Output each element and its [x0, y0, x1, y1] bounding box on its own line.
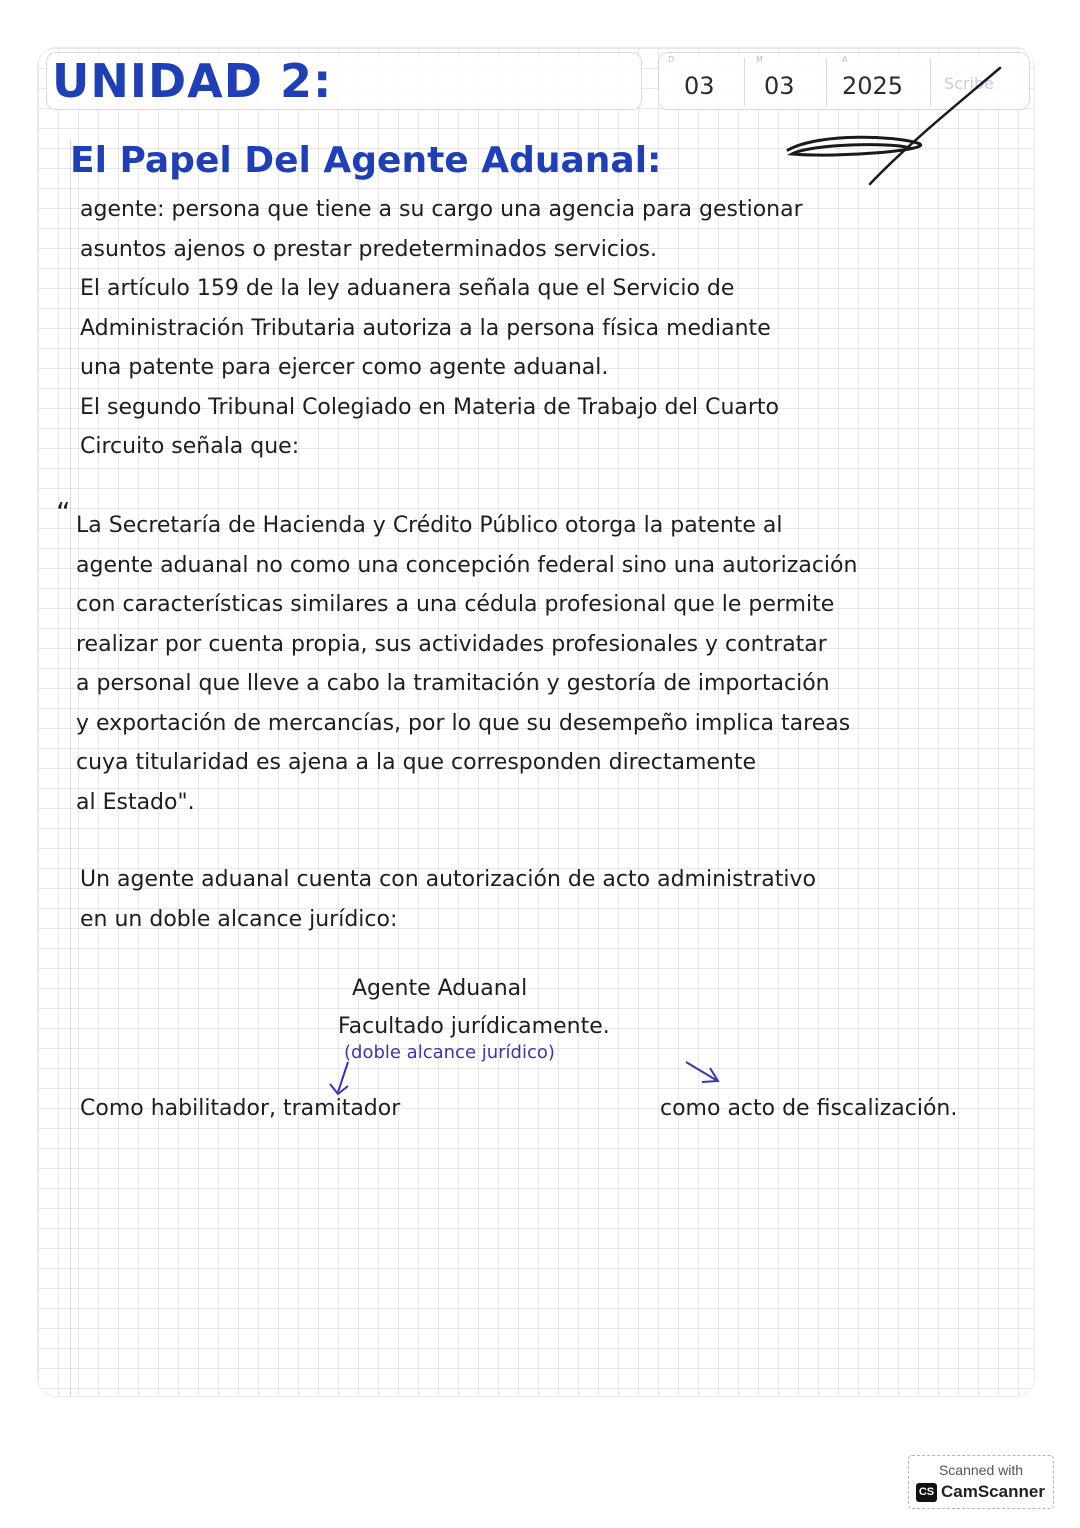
date-month: 03 — [764, 72, 795, 100]
margin-line — [70, 140, 71, 1396]
unit-title: UNIDAD 2: — [52, 54, 333, 108]
date-tag-year: A — [842, 55, 848, 64]
diagram-center-line2: (doble alcance jurídico) — [344, 1042, 555, 1063]
date-tag-month: M — [756, 55, 763, 64]
section-heading: El Papel Del Agente Aduanal: — [70, 140, 662, 181]
signature-scribble — [780, 62, 1010, 192]
paragraph-definition: agente: persona que tiene a su cargo una agencia para gestionar asuntos ajenos o prestar predeterminados servicios. El artículo 159 de la ley aduanera señala que el Servicio de Administración Tributaria autoriza a la persona física mediante una patente para ejercer como agente aduanal. El segundo Tribunal Colegiado en Materia de Trabajo del Cuarto Circuito señala que: — [80, 197, 803, 459]
quote-mark: “ — [56, 496, 71, 529]
diagram-center-line1: Facultado jurídicamente. — [338, 1014, 610, 1039]
paragraph-quote: La Secretaría de Hacienda y Crédito Público otorga la patente al agente aduanal no como una concepción federal sino una autorización con características similares a una cédula profesional que le permite realizar por cuenta propia, sus actividades profesionales y contratar a personal que lleve a cabo la tramitación y gestoría de importación y exportación de mercancías, por lo que su desempeño implica tareas cuya titularidad es ajena a la que corresponden directamente al Estado". — [76, 513, 858, 815]
date-day: 03 — [684, 72, 715, 100]
diagram-right-branch: como acto de fiscalización. — [660, 1096, 958, 1121]
scanner-badge-caption: Scanned with — [938, 1462, 1024, 1478]
scanner-badge — [908, 1455, 1054, 1509]
date-year: 2025 — [842, 72, 904, 100]
date-divider — [744, 58, 745, 106]
paragraph-authorization: Un agente aduanal cuenta con autorización de acto administrativo en un doble alcance jurídico: — [80, 867, 816, 932]
scanner-badge-brand: CamScanner — [941, 1482, 1045, 1501]
camscanner-logo-icon: CS — [916, 1483, 937, 1502]
date-label: Scribe — [944, 74, 994, 93]
date-tag-day: D — [668, 55, 675, 64]
diagram-left-branch: Como habilitador, tramitador — [80, 1096, 401, 1121]
diagram-center-title: Agente Aduanal — [352, 976, 528, 1001]
